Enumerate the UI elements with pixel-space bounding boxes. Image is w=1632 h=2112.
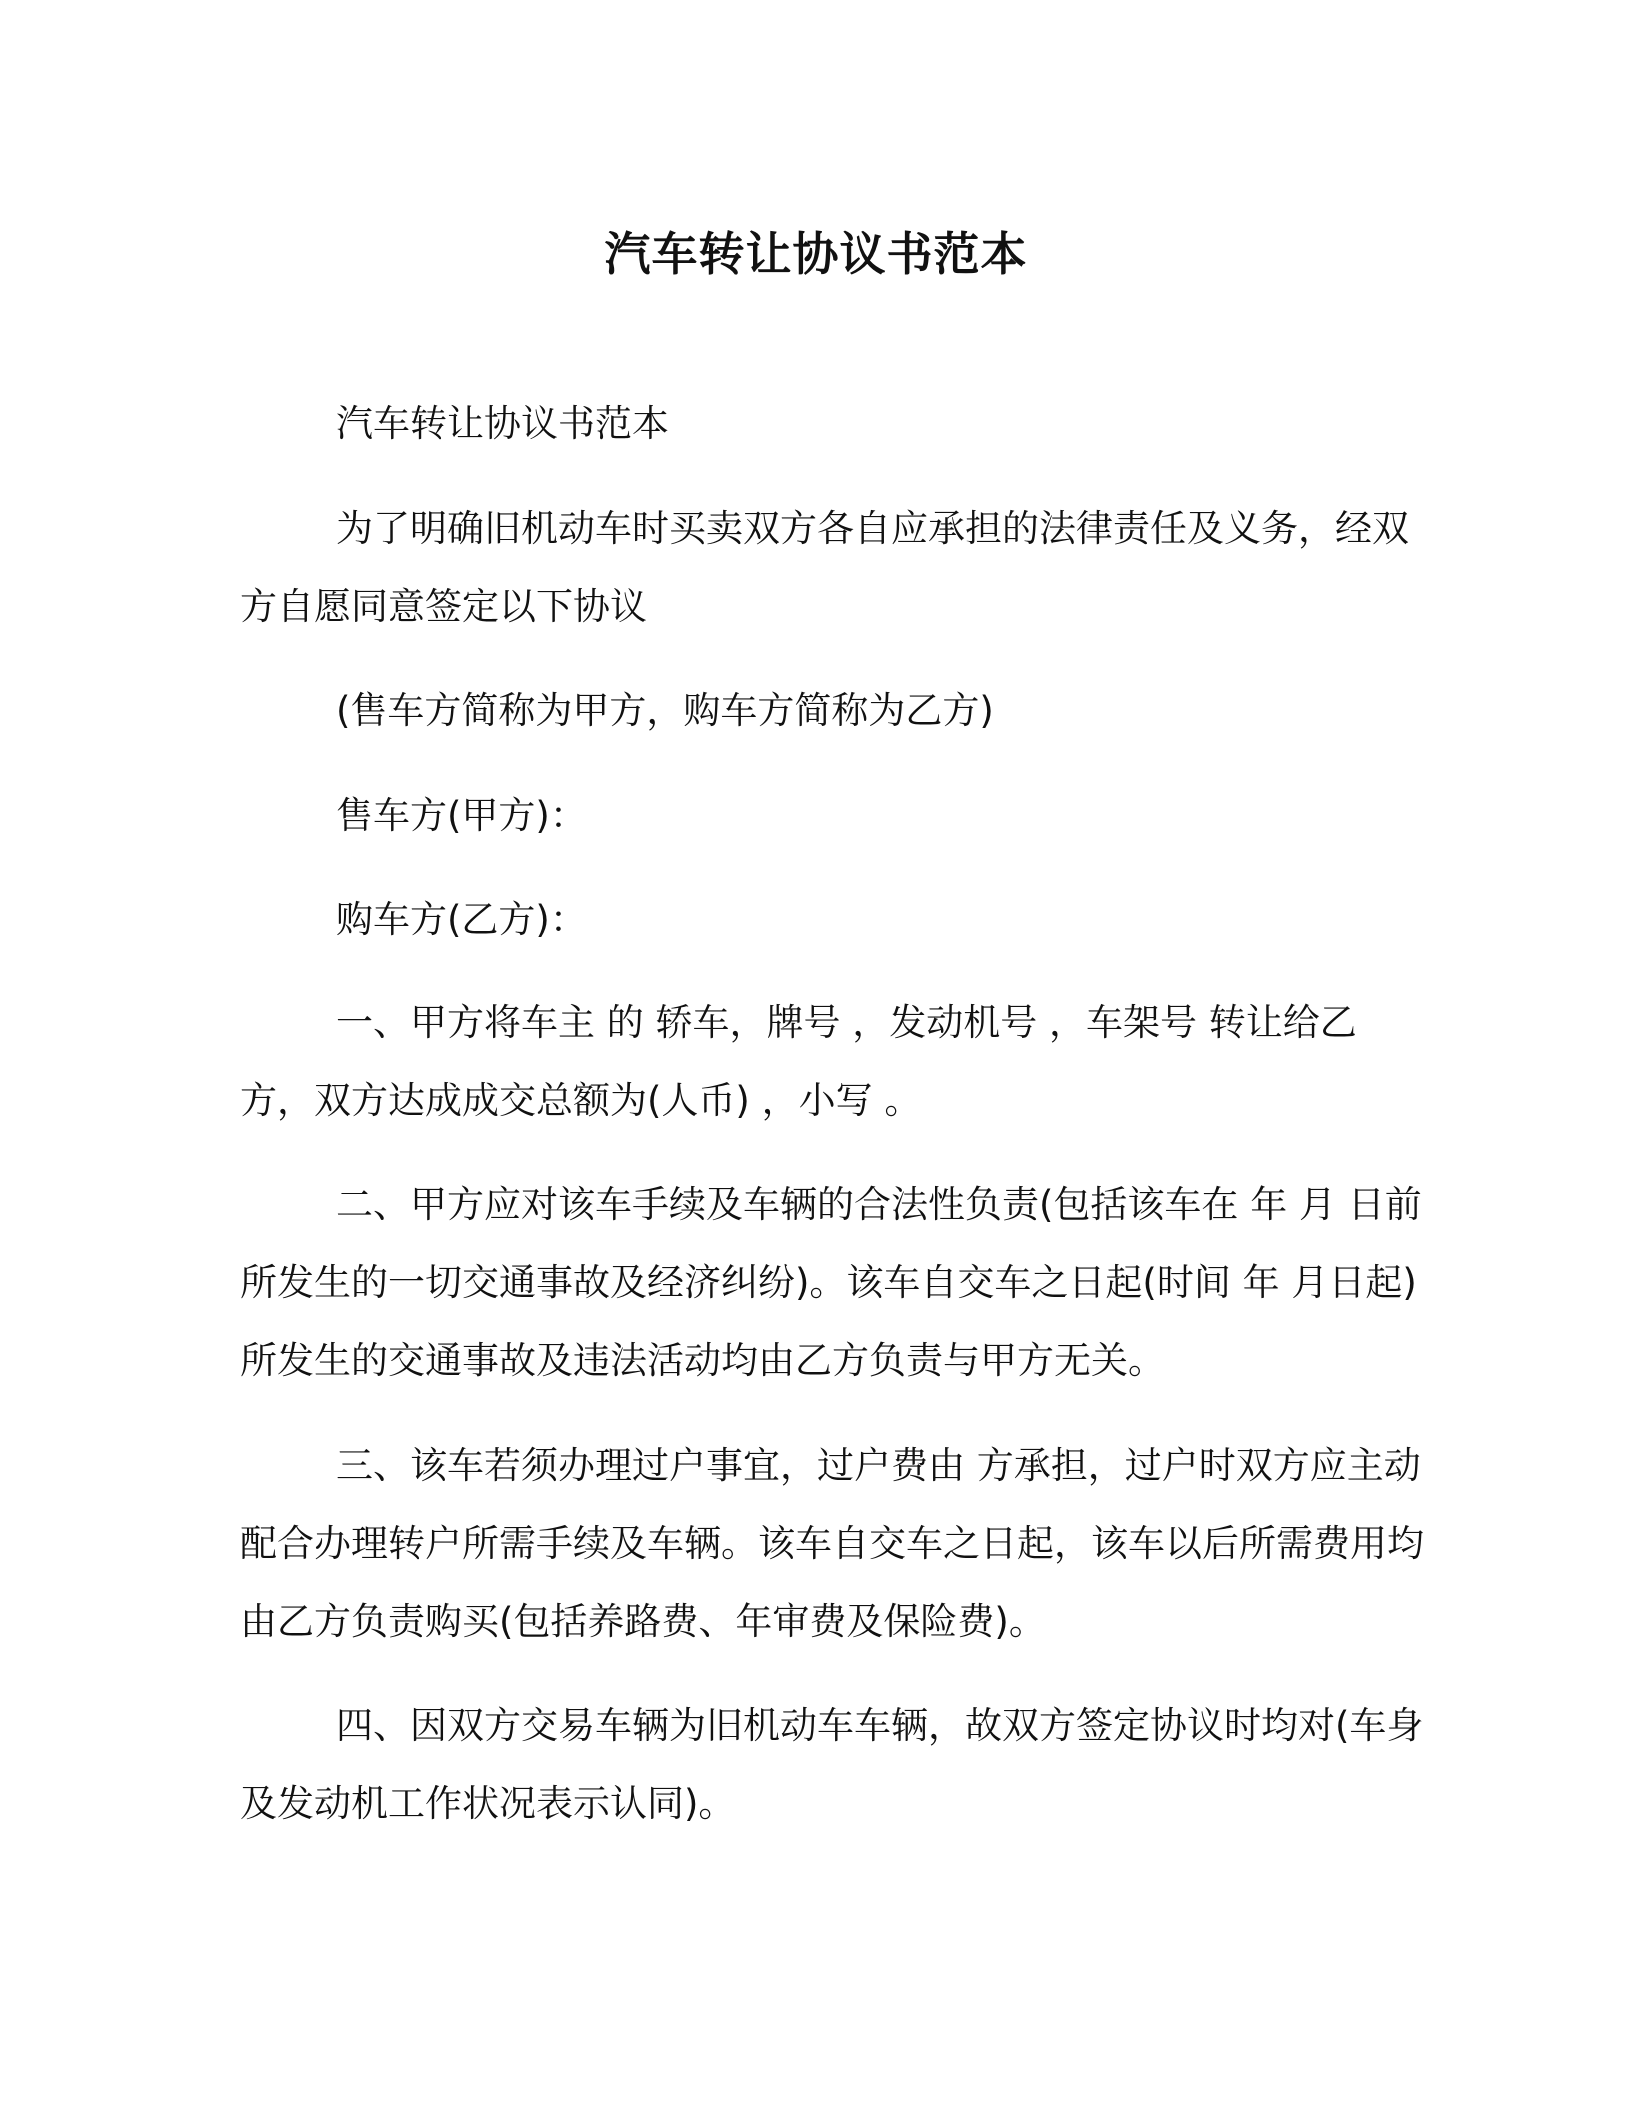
- buyer-line: 购车方(乙方)：: [336, 898, 587, 941]
- document-title: 汽车转让协议书范本: [604, 227, 1028, 281]
- clause-1: 一、甲方将车主 的 轿车，牌号 ，发动机号 ，车架号 转让给乙方，双方达成成交总额为(人币) ，小写 。: [240, 1001, 1357, 1122]
- party-note-paragraph: (售车方简称为甲方，购车方简称为乙方): [336, 689, 994, 732]
- clause-3: 三、该车若须办理过户事宜，过户费由 方承担，过户时双方应主动配合办理转户所需手续及车辆。该车自交车之日起，该车以后所需费用均由乙方负责购买(包括养路费、年审费及保险费)。: [240, 1444, 1424, 1643]
- subtitle-paragraph: 汽车转让协议书范本: [336, 402, 669, 445]
- intro-paragraph: 为了明确旧机动车时买卖双方各自应承担的法律责任及义务，经双方自愿同意签定以下协议: [240, 507, 1409, 628]
- clause-4: 四、因双方交易车辆为旧机动车车辆，故双方签定协议时均对(车身及发动机工作状况表示认同)。: [240, 1704, 1424, 1825]
- clause-2: 二、甲方应对该车手续及车辆的合法性负责(包括该车在 年 月 日前所发生的一切交通事故及经济纠纷)。该车自交车之日起(时间 年 月日起)所发生的交通事故及违法活动均由乙方负责与甲方无关。: [240, 1183, 1422, 1382]
- seller-line: 售车方(甲方)：: [336, 794, 587, 837]
